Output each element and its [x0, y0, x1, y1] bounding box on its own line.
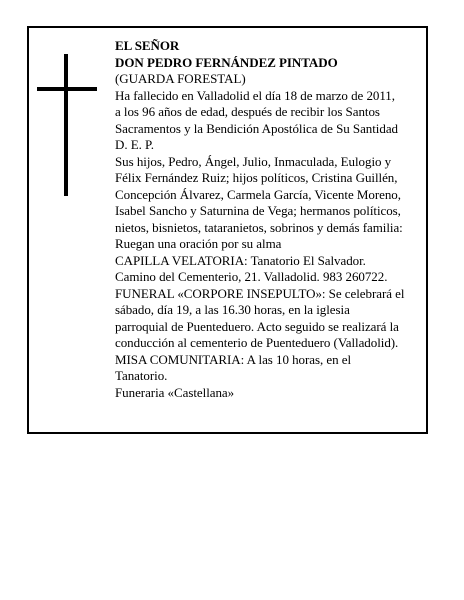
- notice-text: [115, 38, 425, 401]
- mass-line: Tanatorio.: [115, 368, 168, 383]
- cross-icon: [37, 54, 97, 196]
- occupation: (GUARDA FORESTAL): [115, 71, 246, 86]
- honorific: EL SEÑOR: [115, 38, 180, 53]
- death-line: Ha fallecido en Valladolid el día 18 de marzo de 2011,: [115, 87, 395, 103]
- cross-horizontal-bar: [37, 87, 97, 91]
- funeral-line: conducción al cementerio de Puenteduero (Valladolid).: [115, 335, 399, 350]
- chapel-line: CAPILLA VELATORIA: Tanatorio El Salvador.: [115, 252, 366, 268]
- death-line: Sacramentos y la Bendición Apostólica de Su Santidad: [115, 120, 398, 136]
- deceased-name: DON PEDRO FERNÁNDEZ PINTADO: [115, 54, 338, 70]
- family-line: Isabel Sancho y Saturnina de Vega; hermanos políticos,: [115, 203, 401, 218]
- family-line: nietos, bisnietos, tataranietos, sobrinos y demás familia:: [115, 219, 403, 235]
- funeral-line: sábado, día 19, a las 16.30 horas, en la iglesia: [115, 302, 350, 317]
- family-line: Félix Fernández Ruiz; hijos políticos, Cristina Guillén,: [115, 170, 398, 185]
- mass-line: MISA COMUNITARIA: A las 10 horas, en el: [115, 351, 352, 367]
- family-line: Concepción Álvarez, Carmela García, Vicente Moreno,: [115, 186, 401, 202]
- chapel-address: Camino del Cementerio, 21. Valladolid. 983 260722.: [115, 269, 388, 284]
- funeral-line: parroquial de Puenteduero. Acto seguido se realizará la: [115, 318, 399, 334]
- death-line: a los 96 años de edad, después de recibir los Santos: [115, 104, 380, 119]
- funeral-line: FUNERAL «CORPORE INSEPULTO»: Se celebrará el: [115, 285, 405, 301]
- rip-line: D. E. P.: [115, 137, 154, 152]
- cross-vertical-bar: [64, 54, 68, 196]
- family-line: Sus hijos, Pedro, Ángel, Julio, Inmaculada, Eulogio y: [115, 153, 392, 169]
- prayer-request: Ruegan una oración por su alma: [115, 236, 282, 251]
- funeral-home: Funeraria «Castellana»: [115, 384, 235, 400]
